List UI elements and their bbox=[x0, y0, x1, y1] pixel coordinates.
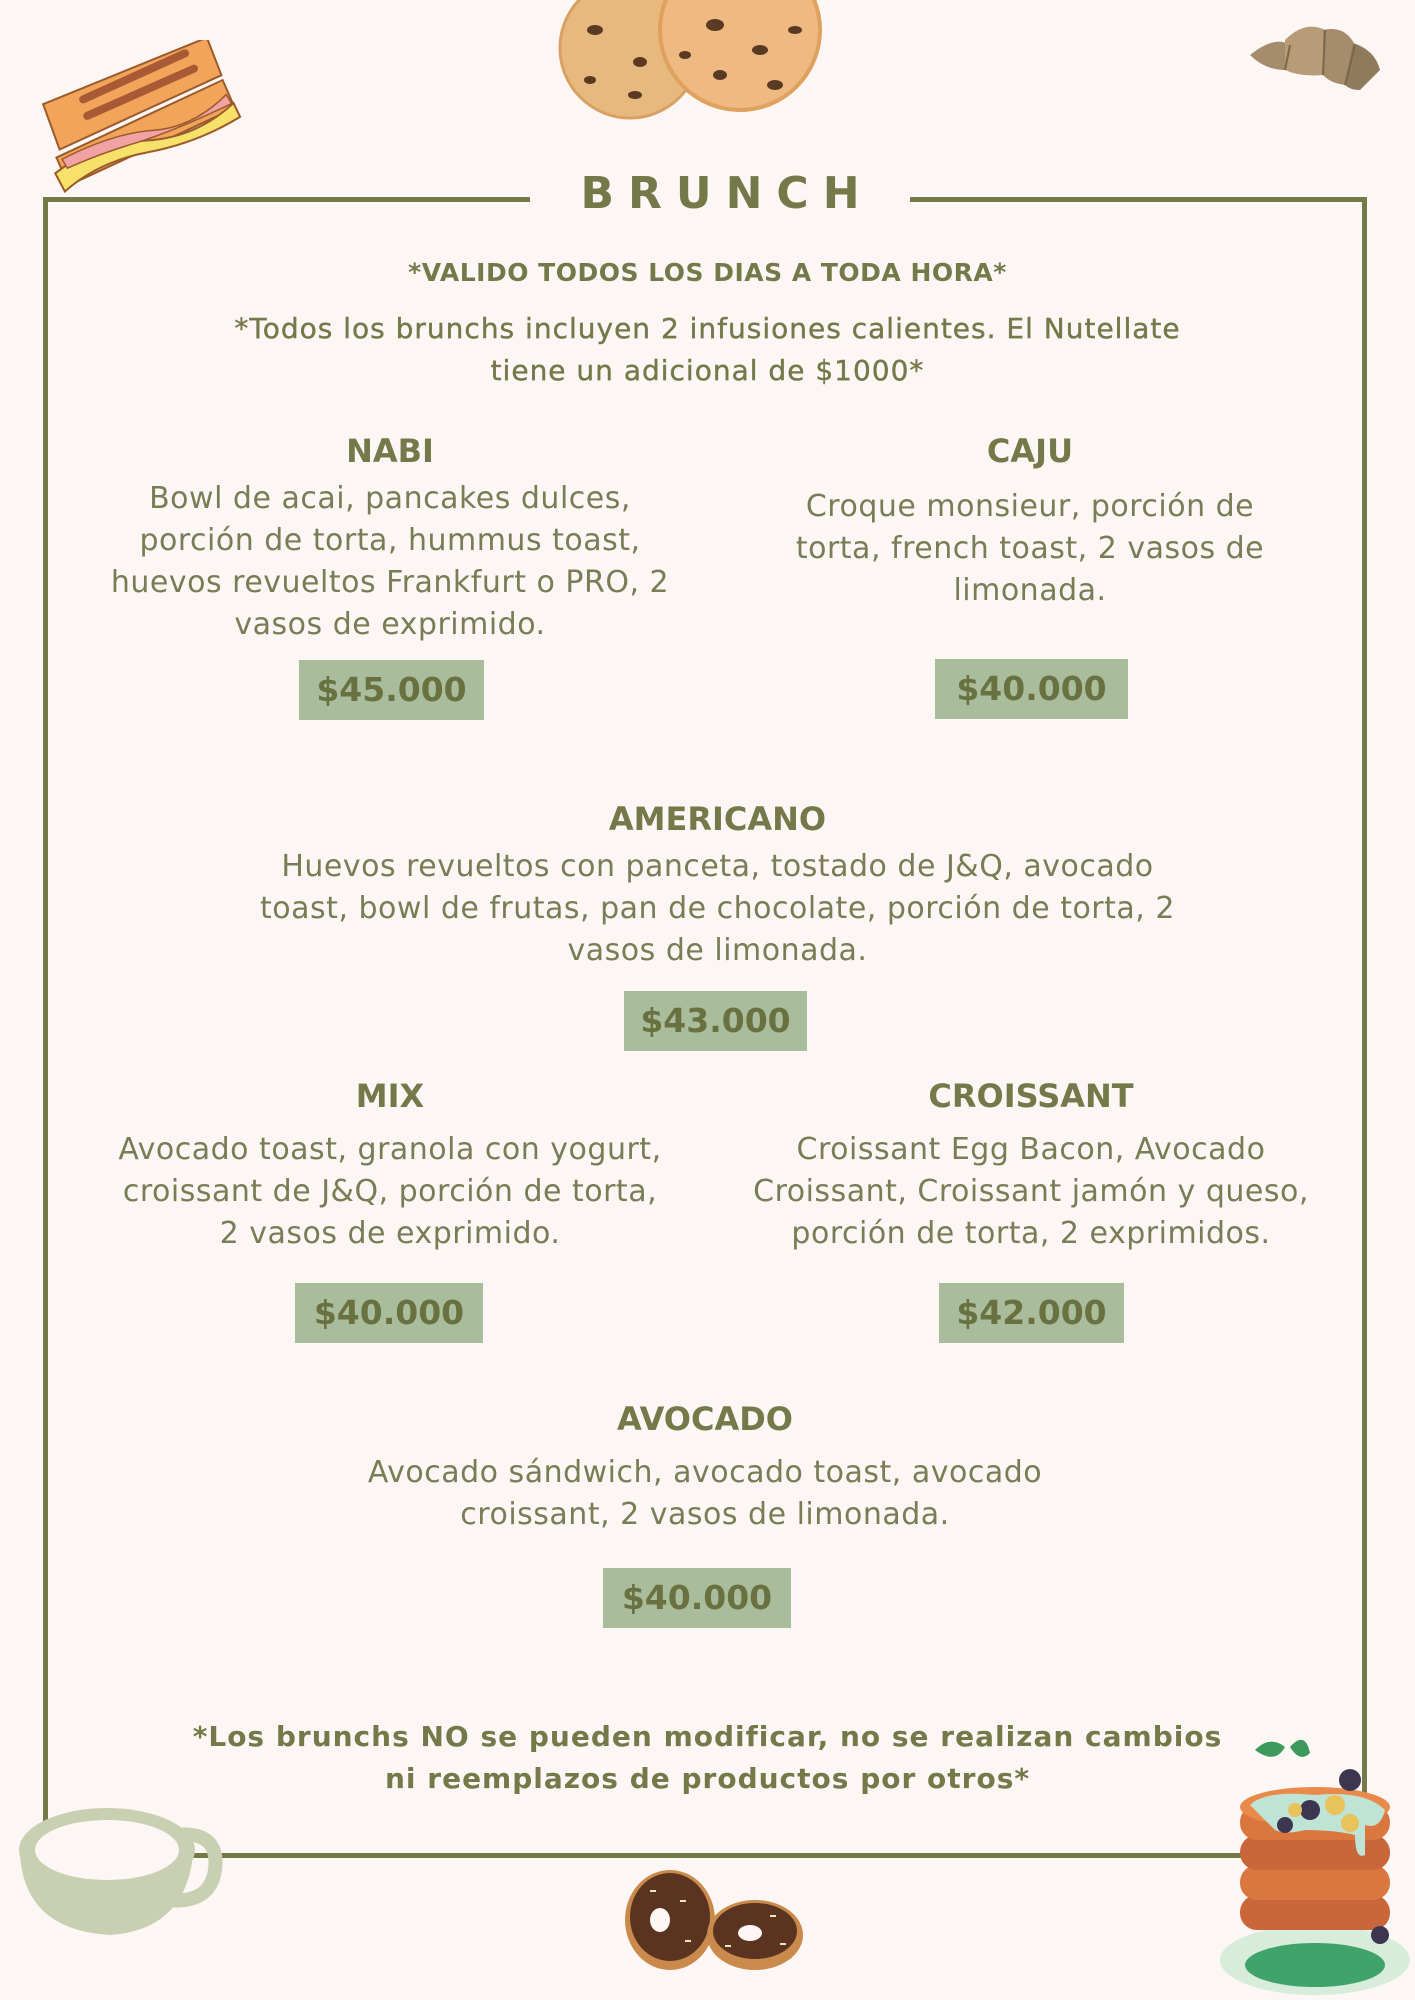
infusion-note-line-1: *Todos los brunchs incluyen 2 infusiones calientes. El Nutellate bbox=[234, 312, 1181, 345]
menu-item-description bbox=[70, 478, 710, 646]
menu-item-mix bbox=[70, 1077, 710, 1255]
croissant-icon bbox=[1245, 15, 1385, 105]
menu-item-caju bbox=[730, 432, 1330, 612]
description-line: Avocado sándwich, avocado toast, avocado bbox=[367, 1455, 1043, 1490]
description-line: 2 vasos de exprimido. bbox=[219, 1216, 561, 1251]
price-tag-nabi: $45.000 bbox=[299, 660, 484, 720]
description-line: Croque monsieur, porción de bbox=[805, 489, 1255, 524]
description-line: Avocado toast, granola con yogurt, bbox=[118, 1132, 662, 1167]
menu-item-description bbox=[715, 1129, 1347, 1255]
menu-item-description bbox=[730, 486, 1330, 612]
menu-item-avocado bbox=[280, 1400, 1130, 1536]
menu-item-description bbox=[70, 1129, 710, 1255]
description-line: croissant, 2 vasos de limonada. bbox=[460, 1497, 950, 1532]
menu-item-name: AVOCADO bbox=[616, 1400, 793, 1438]
price-tag-caju: $40.000 bbox=[935, 659, 1128, 719]
menu-item-name: AMERICANO bbox=[608, 800, 827, 838]
description-line: vasos de exprimido. bbox=[234, 607, 546, 642]
price-tag-mix: $40.000 bbox=[295, 1283, 483, 1343]
footer-note-line-2: ni reemplazos de productos por otros* bbox=[384, 1762, 1030, 1795]
sandwich-icon bbox=[30, 40, 260, 200]
description-line: porción de torta, 2 exprimidos. bbox=[791, 1216, 1271, 1251]
price-tag-croissant: $42.000 bbox=[939, 1283, 1124, 1343]
menu-item-description bbox=[180, 846, 1255, 972]
description-line: croissant de J&Q, porción de torta, bbox=[122, 1174, 658, 1209]
cup-icon bbox=[15, 1805, 225, 1940]
menu-item-description bbox=[280, 1452, 1130, 1536]
price-tag-americano: $43.000 bbox=[624, 991, 807, 1051]
description-line: Bowl de acai, pancakes dulces, bbox=[149, 481, 631, 516]
footer-note bbox=[150, 1716, 1265, 1800]
menu-item-name: NABI bbox=[346, 432, 434, 470]
menu-item-name: CROISSANT bbox=[928, 1077, 1134, 1115]
page-title: BRUNCH bbox=[580, 168, 874, 219]
menu-item-name: CAJU bbox=[986, 432, 1074, 470]
price-tag-avocado: $40.000 bbox=[603, 1568, 791, 1628]
description-line: toast, bowl de frutas, pan de chocolate, porción de torta, 2 bbox=[260, 891, 1175, 926]
menu-item-name: MIX bbox=[355, 1077, 425, 1115]
footer-note-line-1: *Los brunchs NO se pueden modificar, no se realizan cambios bbox=[192, 1720, 1223, 1753]
description-line: Huevos revueltos con panceta, tostado de J&Q, avocado bbox=[281, 849, 1154, 884]
description-line: porción de torta, hummus toast, bbox=[139, 523, 641, 558]
menu-item-americano bbox=[180, 800, 1255, 972]
menu-item-croissant bbox=[715, 1077, 1347, 1255]
donuts-icon bbox=[620, 1865, 810, 1975]
description-line: limonada. bbox=[953, 573, 1107, 608]
pancakes-icon bbox=[1215, 1735, 1415, 2000]
description-line: vasos de limonada. bbox=[567, 933, 868, 968]
infusion-note-line-2: tiene un adicional de $1000* bbox=[490, 354, 925, 387]
description-line: Croissant Egg Bacon, Avocado bbox=[796, 1132, 1266, 1167]
description-line: torta, french toast, 2 vasos de bbox=[795, 531, 1265, 566]
infusion-note bbox=[150, 308, 1265, 392]
validity-note: *VALIDO TODOS LOS DIAS A TODA HORA* bbox=[408, 258, 1007, 287]
description-line: huevos revueltos Frankfurt o PRO, 2 bbox=[110, 565, 670, 600]
menu-item-nabi bbox=[70, 432, 710, 646]
description-line: Croissant, Croissant jamón y queso, bbox=[753, 1174, 1309, 1209]
cookies-icon bbox=[545, 0, 825, 125]
